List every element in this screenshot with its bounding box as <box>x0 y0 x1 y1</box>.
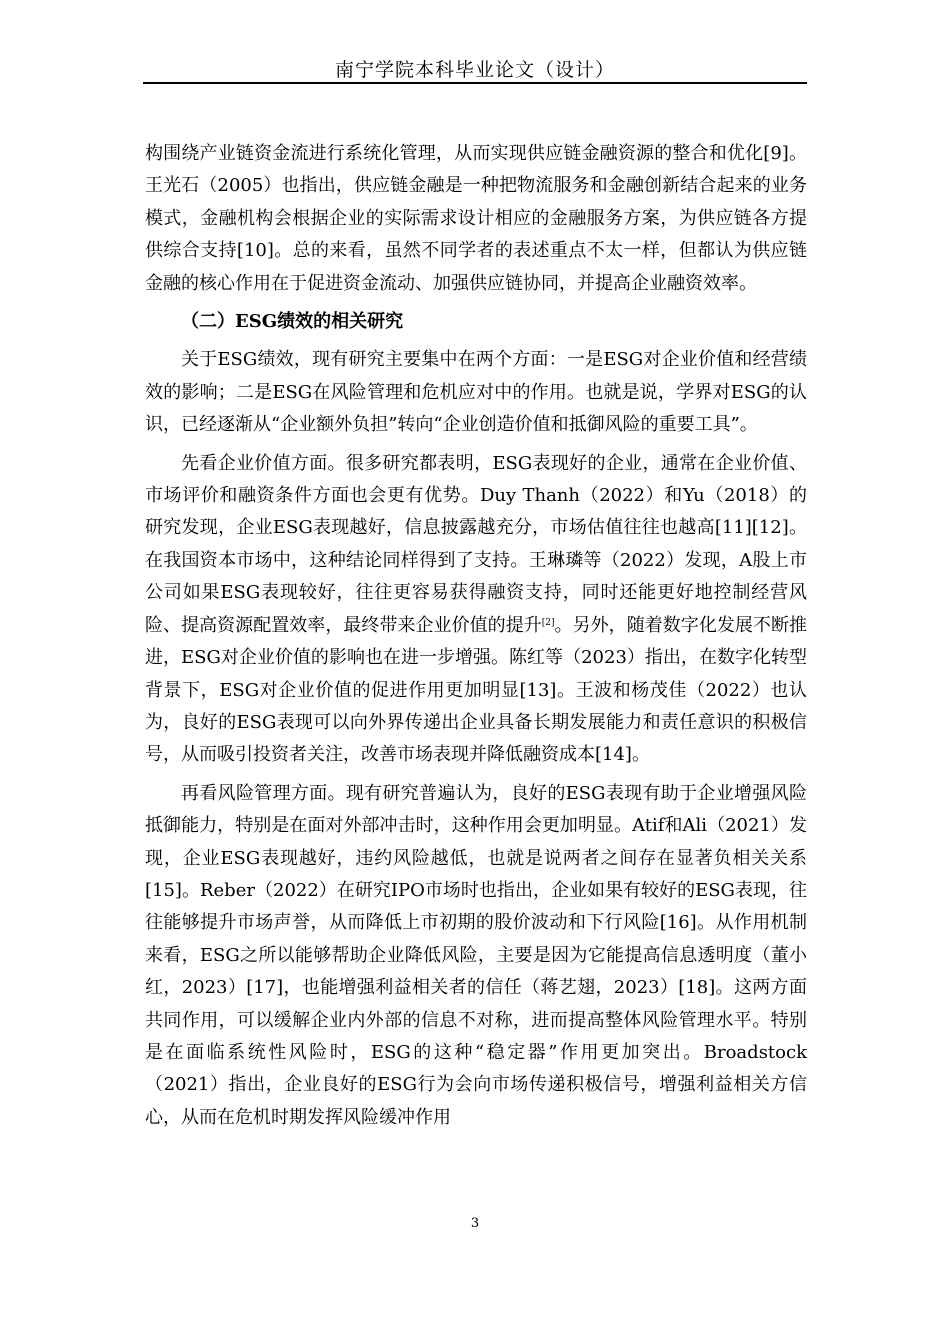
section-heading: （二）ESG绩效的相关研究 <box>181 311 404 333</box>
citation-superscript: [2] <box>541 617 555 628</box>
page-number: 3 <box>470 1216 480 1231</box>
paragraph-enterprise-value <box>145 448 807 772</box>
paragraph-esg-overview: 关于ESG绩效，现有研究主要集中在两个方面：一是ESG对企业价值和经营绩效的影响；二是ESG在风险管理和危机应对中的作用。也就是说，学界对ESG的认识，已经逐渐从“企业额外负担”转向“企业创造价值和抵御风险的重要工具”。 <box>145 349 807 436</box>
body-text <box>145 138 807 1134</box>
paragraph-enterprise-value-part2: 。另外，随着数字化发展不断推进，ESG对企业价值的影响也在进一步增强。陈红等（2023）指出，在数字化转型背景下，ESG对企业价值的促进作用更加明显[13]。王波和杨茂佳（2022）也认为，良好的ESG表现可以向外界传递出企业具备长期发展能力和责任意识的积极信号，从而吸引投资者关注，改善市场表现并降低融资成本[14]。 <box>145 614 808 766</box>
paragraph-enterprise-value-part1: 先看企业价值方面。很多研究都表明，ESG表现好的企业，通常在企业价值、市场评价和融资条件方面也会更有优势。Duy Thanh（2022）和Yu（2018）的研究发现，企业ESG表现越好，信息披露越充分，市场估值往往也越高[11][12]。在我国资本市场中，这种结论同样得到了支持。王琳璘等（2022）发现，A股上市公司如果ESG表现较好，往往更容易获得融资支持，同时还能更好地控制经营风险、提高资源配置效率，最终带来企业价值的提升 <box>145 452 807 636</box>
paragraph-risk-management: 再看风险管理方面。现有研究普遍认为，良好的ESG表现有助于企业增强风险抵御能力，特别是在面对外部冲击时，这种作用会更加明显。Atif和Ali（2021）发现，企业ESG表现越好，违约风险越低，也就是说两者之间存在显著负相关关系[15]。Reber（2022）在研究IPO市场时也指出，企业如果有较好的ESG表现，往往能够提升市场声誉，从而降低上市初期的股价波动和下行风险[16]。从作用机制来看，ESG之所以能够帮助企业降低风险，主要是因为它能提高信息透明度（董小红，2023）[17]，也能增强利益相关者的信任（蒋艺翅，2023）[18]。这两方面共同作用，可以缓解企业内外部的信息不对称，进而提高整体风险管理水平。特别是在面临系统性风险时，ESG的这种“稳定器”作用更加突出。Broadstock（2021）指出，企业良好的ESG行为会向市场传递积极信号，增强利益相关方信心，从而在危机时期发挥风险缓冲作用 <box>145 782 807 1128</box>
running-header: 南宁学院本科毕业论文（设计） <box>334 59 615 81</box>
header-rule <box>143 82 807 84</box>
paragraph-continuation: 构围绕产业链资金流进行系统化管理，从而实现供应链金融资源的整合和优化[9]。王光石（2005）也指出，供应链金融是一种把物流服务和金融创新结合起来的业务模式，金融机构会根据企业的实际需求设计相应的金融服务方案，为供应链各方提供综合支持[10]。总的来看，虽然不同学者的表述重点不太一样，但都认为供应链金融的核心作用在于促进资金流动、加强供应链协同，并提高企业融资效率。 <box>145 143 807 294</box>
